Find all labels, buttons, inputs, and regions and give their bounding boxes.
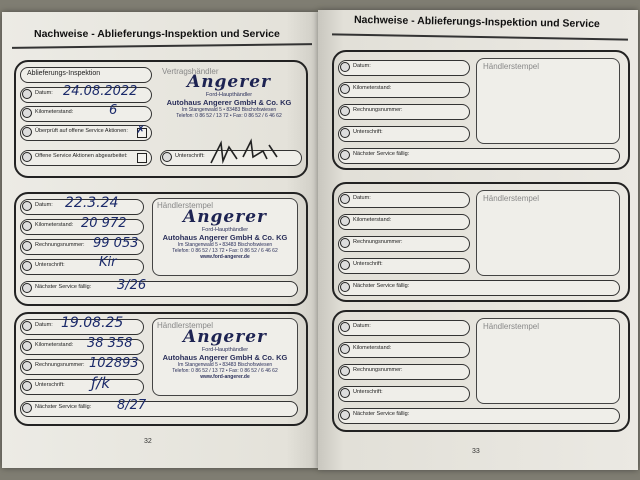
circle-icon: [22, 381, 32, 391]
invoice-label: Rechnungsnummer:: [35, 242, 85, 248]
service-card-2: [14, 312, 308, 426]
circle-icon: [340, 238, 350, 248]
circle-icon: [340, 62, 350, 72]
signature-row[interactable]: [160, 150, 302, 166]
stamp-area: [152, 198, 298, 276]
km-label: Kilometerstand:: [353, 85, 392, 91]
signature-row[interactable]: [20, 374, 144, 395]
next-service-label: Nächster Service fällig:: [353, 411, 410, 417]
invoice-value: 99 053: [93, 236, 139, 251]
signature-label: Unterschrift:: [175, 153, 205, 159]
circle-icon: [340, 410, 350, 420]
circle-icon: [340, 322, 350, 332]
km-row[interactable]: [20, 336, 144, 355]
dealer-stamp: [153, 327, 297, 380]
dealer-stamp: [156, 72, 302, 119]
left-page: [2, 12, 318, 468]
open-actions-done-label: Offene Service Aktionen abgearbeitet:: [35, 153, 128, 159]
signature-label: Unterschrift:: [35, 262, 65, 268]
check-mark: ✗: [136, 123, 146, 136]
date-label: Datum:: [35, 202, 53, 208]
stamp-area: [152, 318, 298, 396]
next-service-label: Nächster Service fällig:: [353, 283, 410, 289]
circle-icon: [22, 283, 32, 293]
date-row[interactable]: [20, 84, 152, 103]
circle-icon: [340, 150, 350, 160]
signature-value: Kir: [99, 255, 117, 270]
stamp-area: [476, 318, 620, 404]
circle-icon: [22, 201, 32, 211]
km-label: Kilometerstand:: [353, 217, 392, 223]
circle-icon: [340, 366, 350, 376]
date-label: Datum:: [35, 90, 53, 96]
open-actions-checked-row[interactable]: [20, 125, 152, 141]
circle-icon: [22, 321, 32, 331]
stamp-line3: Im Stangenwald 5 • 83483 Bischofswiesen: [181, 107, 277, 113]
km-label: Kilometerstand:: [353, 345, 392, 351]
invoice-row[interactable]: [338, 236, 470, 252]
invoice-label: Rechnungsnummer:: [35, 362, 85, 368]
next-service-value: 8/27: [117, 398, 147, 413]
stamp-logo: Angerer: [183, 207, 267, 227]
circle-icon: [340, 260, 350, 270]
stamp-label: Händlerstempel: [157, 201, 214, 210]
date-row[interactable]: [338, 60, 470, 76]
heading-row: [20, 67, 152, 83]
km-value: 6: [109, 103, 118, 118]
right-page: [318, 10, 638, 470]
signature-label: Unterschrift:: [353, 129, 383, 135]
date-value: 19.08.25: [61, 315, 124, 331]
circle-icon: [340, 388, 350, 398]
stamp-line1: Ford-Haupthändler: [201, 347, 249, 353]
invoice-value: 102893: [89, 356, 139, 371]
invoice-label: Rechnungsnummer:: [353, 367, 403, 373]
stamp-line3: Im Stangenwald 5 • 83483 Bischofswiesen: [177, 362, 273, 368]
signature-row[interactable]: [20, 255, 144, 275]
page-title-left: Nachweise - Ablieferungs-Inspektion und Service: [34, 28, 280, 40]
circle-icon: [22, 341, 32, 351]
stamp-area: [476, 58, 620, 144]
next-service-row[interactable]: [338, 408, 620, 424]
stamp-line2: Autohaus Angerer GmbH & Co. KG: [162, 233, 288, 242]
invoice-row[interactable]: [338, 104, 470, 120]
date-row[interactable]: [20, 195, 144, 215]
stamp-label: Händlerstempel: [157, 321, 214, 330]
km-row[interactable]: [338, 82, 470, 98]
page-number-right: 33: [472, 448, 480, 455]
signature-row[interactable]: [338, 126, 470, 142]
circle-icon: [22, 261, 32, 271]
km-label: Kilometerstand:: [35, 342, 74, 348]
circle-icon: [22, 89, 32, 99]
next-service-row[interactable]: [20, 278, 298, 297]
signature-value: ƒ/k: [91, 374, 111, 392]
stamp-line5: www.ford-angerer.de: [200, 374, 250, 380]
next-service-row[interactable]: [20, 398, 298, 417]
date-label: Datum:: [35, 322, 53, 328]
stamp-line2: Autohaus Angerer GmbH & Co. KG: [166, 98, 292, 107]
invoice-row[interactable]: [20, 236, 144, 255]
date-row[interactable]: [338, 192, 470, 208]
signature-row[interactable]: [338, 258, 470, 274]
invoice-row[interactable]: [338, 364, 470, 380]
open-actions-checked-label: Überprüft auf offene Service Aktionen:: [35, 128, 128, 134]
km-label: Kilometerstand:: [35, 222, 74, 228]
stamp-line4: Telefon: 0 86 52 / 13 72 • Fax: 0 86 52 / 6 46 62: [172, 368, 278, 374]
km-row[interactable]: [338, 342, 470, 358]
stamp-line2: Autohaus Angerer GmbH & Co. KG: [162, 353, 288, 362]
circle-icon: [340, 282, 350, 292]
stamp-logo: Angerer: [183, 327, 267, 347]
stamp-line4: Telefon: 0 86 52 / 13 72 • Fax: 0 86 52 / 6 46 62: [176, 113, 282, 119]
signature-scribble: [207, 137, 287, 167]
invoice-label: Rechnungsnummer:: [353, 239, 403, 245]
circle-icon: [22, 152, 32, 162]
service-card-1: [14, 192, 308, 306]
delivery-inspection-card: [14, 60, 308, 178]
signature-row[interactable]: [338, 386, 470, 402]
service-card-right-2: [332, 182, 630, 302]
circle-icon: [22, 241, 32, 251]
stamp-line1: Ford-Haupthändler: [201, 227, 249, 233]
stamp-area: [476, 190, 620, 276]
next-service-label: Nächster Service fällig:: [35, 404, 92, 410]
invoice-label: Rechnungsnummer:: [353, 107, 403, 113]
stamp-logo: Angerer: [187, 72, 271, 92]
stamp-line4: Telefon: 0 86 52 / 13 72 • Fax: 0 86 52 / 6 46 62: [172, 248, 278, 254]
circle-icon: [22, 361, 32, 371]
signature-label: Unterschrift:: [353, 261, 383, 267]
next-service-value: 3/26: [117, 278, 147, 293]
date-label: Datum:: [353, 63, 371, 69]
next-service-row[interactable]: [338, 280, 620, 296]
next-service-label: Nächster Service fällig:: [35, 284, 92, 290]
circle-icon: [22, 403, 32, 413]
km-row[interactable]: [338, 214, 470, 230]
km-label: Kilometerstand:: [35, 109, 74, 115]
date-row[interactable]: [20, 315, 144, 335]
checkbox-empty[interactable]: [137, 153, 147, 163]
circle-icon: [22, 127, 32, 137]
circle-icon: [162, 152, 172, 162]
stamp-line3: Im Stangenwald 5 • 83483 Bischofswiesen: [177, 242, 273, 248]
stamp-line1: Ford-Haupthändler: [205, 92, 253, 98]
date-label: Datum:: [353, 323, 371, 329]
circle-icon: [340, 84, 350, 94]
circle-icon: [22, 221, 32, 231]
next-service-row[interactable]: [338, 148, 620, 164]
stamp-label: Händlerstempel: [483, 62, 540, 71]
service-card-right-1: [332, 50, 630, 170]
circle-icon: [340, 216, 350, 226]
circle-icon: [340, 194, 350, 204]
title-rule: [332, 33, 628, 40]
stamp-label: Händlerstempel: [483, 194, 540, 203]
circle-icon: [22, 108, 32, 118]
dealer-stamp: [153, 207, 297, 260]
invoice-row[interactable]: [20, 356, 144, 375]
page-number-left: 32: [144, 438, 152, 445]
stamp-line5: www.ford-angerer.de: [200, 254, 250, 260]
service-card-right-3: [332, 310, 630, 432]
stamp-label: Vertragshändler: [162, 67, 219, 76]
km-row[interactable]: [20, 103, 152, 122]
next-service-label: Nächster Service fällig:: [353, 151, 410, 157]
km-value: 20 972: [81, 216, 127, 231]
date-label: Datum:: [353, 195, 371, 201]
km-value: 38 358: [87, 336, 133, 351]
open-actions-done-row[interactable]: [20, 150, 152, 166]
date-row[interactable]: [338, 320, 470, 336]
date-value: 24.08.2022: [63, 84, 138, 99]
card-heading: Ablieferungs-Inspektion: [27, 70, 101, 77]
signature-label: Unterschrift:: [353, 389, 383, 395]
stamp-label: Händlerstempel: [483, 322, 540, 331]
circle-icon: [340, 128, 350, 138]
circle-icon: [340, 344, 350, 354]
title-rule: [12, 43, 312, 48]
page-title-right: Nachweise - Ablieferungs-Inspektion und Service: [353, 13, 600, 31]
circle-icon: [340, 106, 350, 116]
signature-label: Unterschrift:: [35, 382, 65, 388]
km-row[interactable]: [20, 216, 144, 235]
date-value: 22.3.24: [65, 195, 119, 211]
